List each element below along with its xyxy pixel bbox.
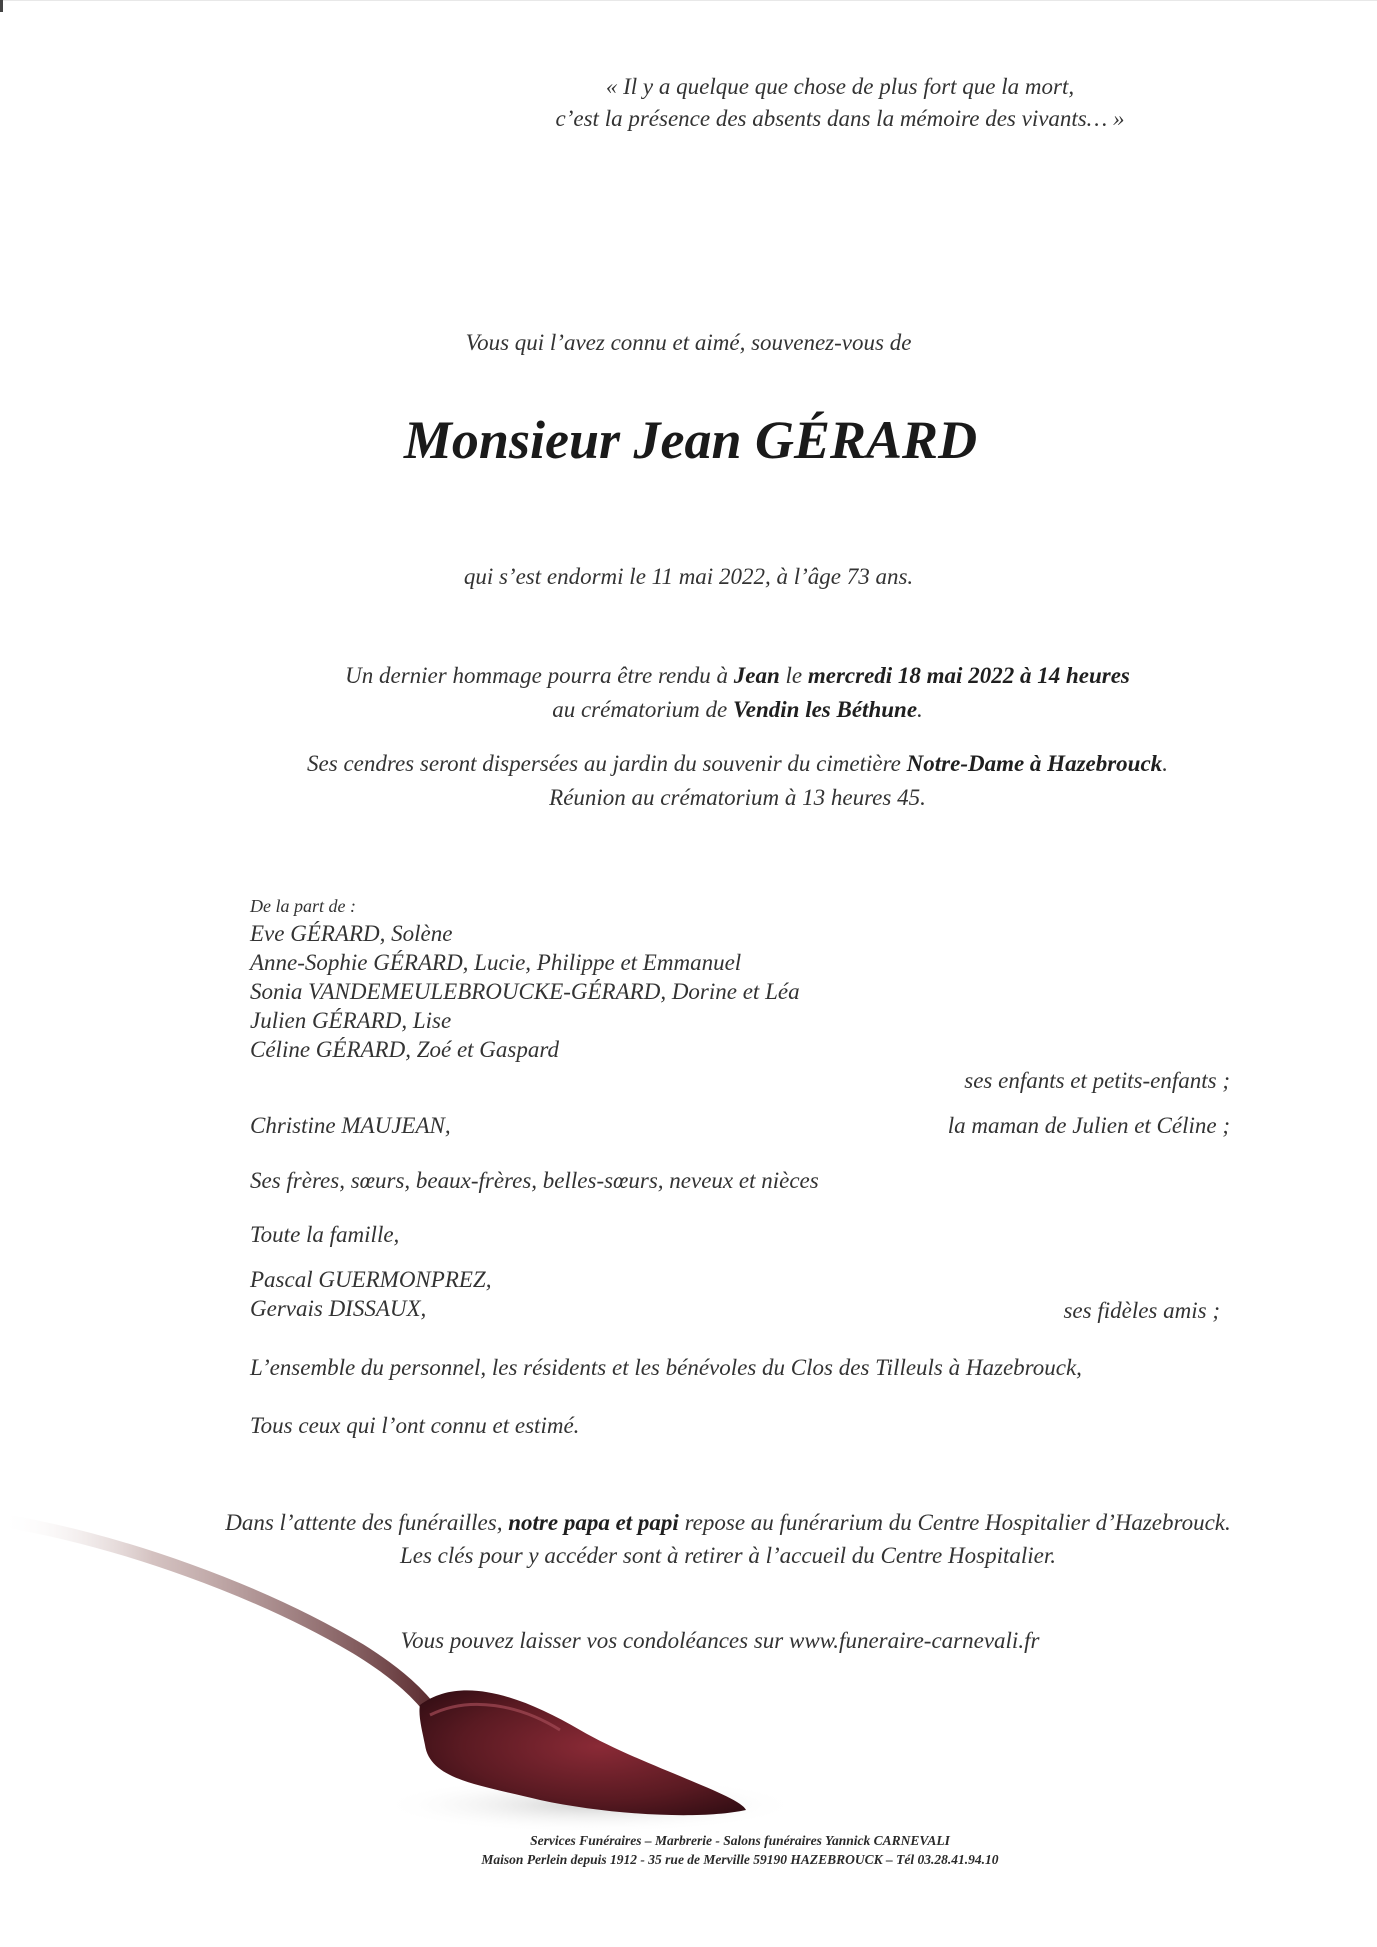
wake-emphasis: notre papa et papi — [508, 1510, 679, 1535]
child-entry: Anne-Sophie GÉRARD, Lucie, Philippe et Emmanuel — [250, 950, 742, 975]
siblings-line: Ses frères, sœurs, beaux-frères, belles-sœurs, neveux et nièces — [250, 1168, 819, 1193]
friend-entry: Pascal GUERMONPREZ, — [250, 1267, 492, 1292]
tribute-line-2 — [0, 693, 1377, 727]
quote-line-1: « Il y a quelque que chose de plus fort que la mort, — [605, 74, 1075, 99]
tribute-first-name: Jean — [733, 663, 780, 688]
scan-mark — [0, 0, 3, 12]
deceased-name — [0, 405, 1377, 475]
ashes-text-2: . — [1162, 751, 1168, 776]
tribute-datetime: mercredi 18 mai 2022 à 14 heures — [807, 663, 1130, 688]
ashes-line — [0, 747, 1377, 781]
friends-role: ses fidèles amis ; — [1063, 1298, 1220, 1323]
whole-family-line: Toute la famille, — [250, 1222, 400, 1247]
child-entry: Eve GÉRARD, Solène — [250, 921, 453, 946]
wake-line-2: Les clés pour y accéder sont à retirer à l’accueil du Centre Hospitalier. — [399, 1543, 1057, 1568]
family-heading: De la part de : — [250, 896, 356, 916]
tribute-text-3: au crématorium de — [552, 697, 733, 722]
tribute-text-1: Un dernier hommage pourra être rendu à — [345, 663, 734, 688]
wake-line-1 — [170, 1506, 1286, 1539]
wake-announcement — [170, 1506, 1286, 1572]
ashes-place: Notre-Dame à Hazebrouck — [906, 751, 1163, 776]
tribute-place: Vendin les Béthune — [732, 697, 918, 722]
staff-line: L’ensemble du personnel, les résidents et les bénévoles du Clos des Tilleuls à Hazebrouck, — [250, 1355, 1082, 1380]
intro-text: Vous qui l’avez connu et aimé, souvenez-vous de — [465, 330, 912, 355]
scan-top-edge — [0, 0, 1377, 1]
death-notice: qui s’est endormi le 11 mai 2022, à l’âge 73 ans. — [463, 564, 914, 589]
tribute-line-1 — [0, 659, 1377, 693]
friend-entry: Gervais DISSAUX, — [250, 1296, 427, 1321]
epigraph-quote — [460, 71, 1220, 135]
meeting-line: Réunion au crématorium à 13 heures 45. — [549, 785, 926, 810]
children-role: ses enfants et petits-enfants ; — [964, 1068, 1230, 1093]
child-entry: Sonia VANDEMEULEBROUCKE-GÉRARD, Dorine et Léa — [250, 979, 800, 1004]
tribute-text-4: . — [917, 697, 923, 722]
mother-name: Christine MAUJEAN, — [250, 1113, 451, 1138]
funeral-home-footer — [380, 1831, 1100, 1869]
condolences-note: Vous pouvez laisser vos condoléances sur www.funeraire-carnevali.fr — [400, 1628, 1040, 1653]
child-entry: Julien GÉRARD, Lise — [250, 1008, 452, 1033]
quote-line-2: c’est la présence des absents dans la mémoire des vivants… » — [555, 106, 1125, 131]
mother-role: la maman de Julien et Céline ; — [947, 1113, 1230, 1138]
footer-line-1: Services Funéraires – Marbrerie - Salons funéraires Yannick CARNEVALI — [530, 1833, 950, 1848]
wake-text-1: Dans l’attente des funérailles, — [225, 1510, 509, 1535]
tribute-announcement — [0, 659, 1377, 727]
ashes-text-1: Ses cendres seront dispersées au jardin du souvenir du cimetière — [307, 751, 907, 776]
footer-line-2: Maison Perlein depuis 1912 - 35 rue de Merville 59190 HAZEBROUCK – Tél 03.28.41.94.10 — [481, 1852, 999, 1867]
deceased-name-text: Monsieur Jean GÉRARD — [403, 410, 978, 470]
wake-text-2: repose au funérarium du Centre Hospitalier d’Hazebrouck. — [678, 1510, 1231, 1535]
tribute-text-2: le — [779, 663, 808, 688]
child-entry: Céline GÉRARD, Zoé et Gaspard — [250, 1037, 559, 1062]
ashes-announcement — [0, 747, 1377, 815]
all-who-knew-line: Tous ceux qui l’ont connu et estimé. — [250, 1413, 580, 1438]
